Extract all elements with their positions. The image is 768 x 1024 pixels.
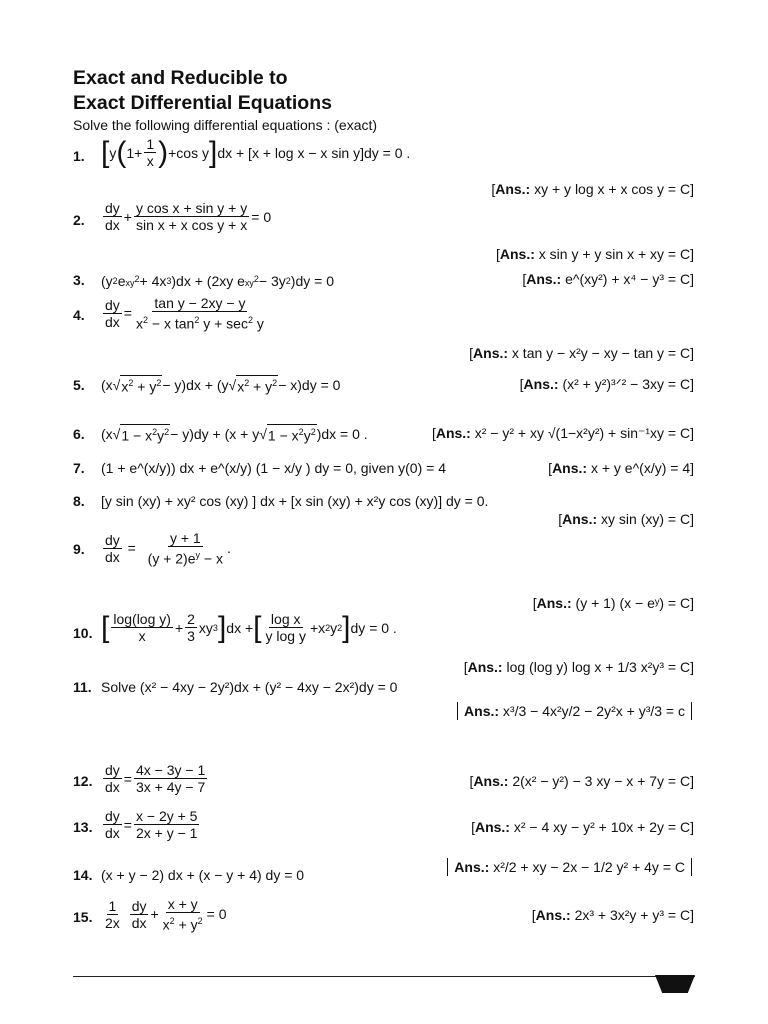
problem-number: 1. [73,148,85,164]
answer: [ Ans.: x² − y² + xy √(1−x²y²) + sin⁻¹xy = C] [431,425,694,441]
footer-divider [73,976,695,977]
problem-number: 10. [73,625,93,641]
problem-number: 4. [73,307,85,323]
page-tab-marker [655,975,695,993]
answer: [ Ans.: log (log y) log x + 1/3 x²y³ = C] [463,659,694,675]
problem-equation: (x + y − 2) dx + (x − y + 4) dy = 0 [101,867,305,883]
answer: [ Ans.: x + y e^(x/y) = 4] [548,460,694,476]
problem-equation: [ log(log y) x + 2 3 xy 3 ] dx + [ log x y log y +x 2 y 2 ] dy = 0 . [101,610,397,644]
page-title [73,66,332,116]
problem-number: 11. [73,679,92,695]
problem-number: 2. [73,212,85,228]
problem-equation: [y sin (xy) + xy² cos (xy) ] dx + [x sin (xy) + x²y cos (xy)] dy = 0. [101,493,489,509]
problem-number: 12. [73,773,93,789]
problem-number: 6. [73,426,85,442]
answer: Ans.: x²/2 + xy − 2x − 1/2 y² + 4y = C [445,858,694,876]
problem-number: 9. [73,541,85,557]
answer: [ Ans.: x² − 4 xy − y² + 10x + 2y = C] [471,819,694,835]
answer: [ Ans.: 2x³ + 3x²y + y³ = C] [531,907,694,923]
problem-equation: dy dx + y cos x + sin y + y sin x + x cos y + x = 0 [105,200,272,233]
problem-number: 8. [73,493,85,509]
problem-equation: dy dx = tan y − 2xy − y $x^2 - x$ $\tan^2 y + \sec^2 y$ [105,295,264,332]
problem-equation: (x √ $x^2 + y^2$ − y)dx + (y √ $x^2 + y^2$ − x)dy = 0 [101,376,341,395]
answer: [ Ans.: (y + 1) (x − eʸ) = C] [532,595,694,611]
answer: [ Ans.: xy sin (xy) = C] [558,511,694,527]
answer: Ans.: x³/3 − 4x²y/2 − 2y²x + y³/3 = c [455,702,694,720]
problem-number: 3. [73,272,85,288]
problem-equation: [ y ( 1+ 1 x ) +cos y ] dx + [x + log x − x sin y]dy = 0 . [101,135,411,169]
problem-equation: (x √ $1 - x^2y^2$ − y)dy + (x + y √ $1 - x^2y^2$ )dx = 0 . [101,425,368,444]
problem-equation: 1 2x dy dx + x + y $x^2 + y^2$ = 0 [105,896,227,933]
problem-number: 13. [73,819,93,835]
answer: [ Ans.: 2(x² − y²) − 3 xy − x + 7y = C] [469,773,694,789]
problem-equation: Solve (x² − 4xy − 2y²)dx + (y² − 4xy − 2x²)dy = 0 [101,679,398,695]
title-line-2: Exact Differential Equations [73,92,332,114]
answer: [ Ans.: x tan y − x²y − xy − tan y = C] [469,345,694,361]
title-line-1: Exact and Reducible to [73,67,288,89]
problem-number: 5. [73,377,85,393]
problem-equation: (y 2 e $xy^2$ + 4x 3 )dx + (2xy e $xy^2$ − 3y 2 )dy = 0 [101,273,334,289]
problem-equation: dy dx = y + 1 $(y + 2)e^y - x$ . [105,530,231,567]
problem-equation: dy dx = 4x − 3y − 1 3x + 4y − 7 [105,762,206,795]
problem-number: 14. [73,867,93,883]
answer: [ Ans.: (x² + y²)³ᐟ² − 3xy = C] [519,376,694,392]
problem-equation: dy dx = x − 2y + 5 2x + y − 1 [105,808,198,841]
answer: [ Ans.: e^(xy²) + x⁴ − y³ = C] [522,271,694,287]
problem-number: 7. [73,460,85,476]
answer: [ Ans.: x sin y + y sin x + xy = C] [496,246,694,262]
instructions: Solve the following differential equations : (exact) [73,117,378,133]
problem-equation: (1 + e^(x/y)) dx + e^(x/y) (1 − x/y ) dy = 0, given y(0) = 4 [101,460,446,476]
problem-number: 15. [73,909,93,925]
answer: [ Ans.: xy + y log x + x cos y = C] [491,181,694,197]
